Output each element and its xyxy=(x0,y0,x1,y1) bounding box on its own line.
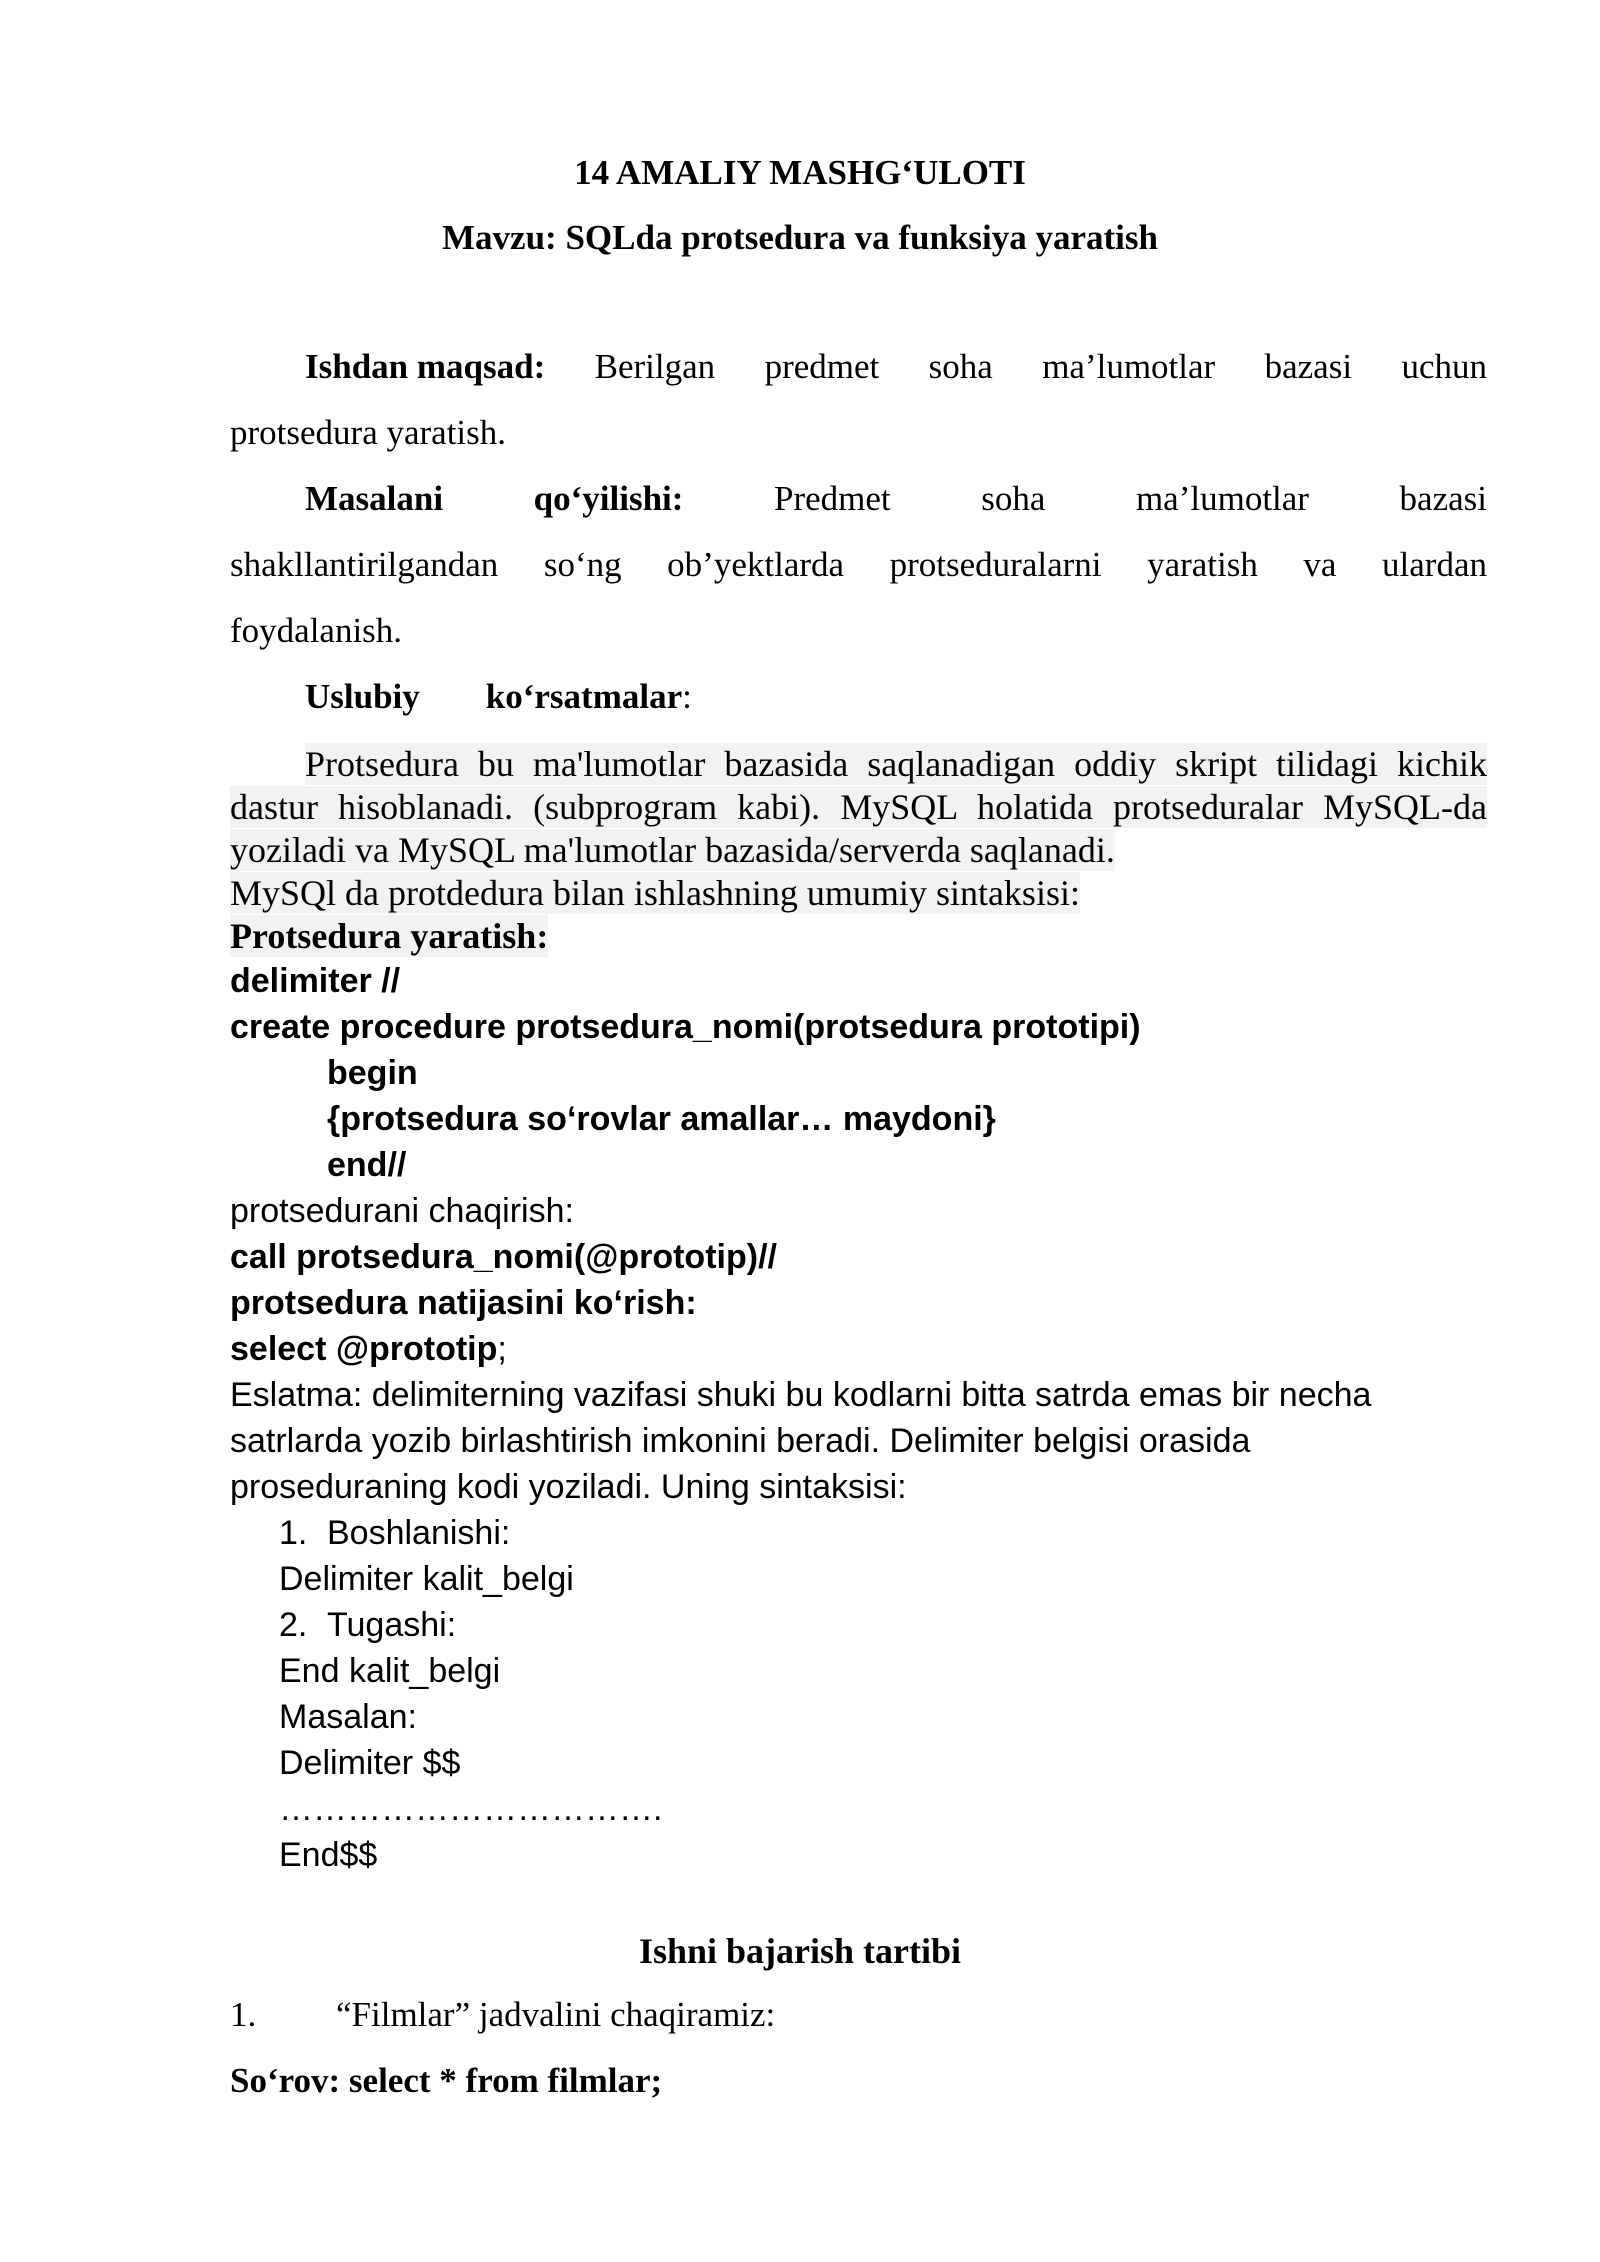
code-line: {protsedura so‘rovlar amallar… maydoni} xyxy=(327,1100,996,1138)
goal-word: Berilgan xyxy=(594,347,716,386)
example-label: Masalan: xyxy=(279,1698,417,1736)
intro-line-1: Protsedura bu ma'lumotlar bazasida saqlanadigan oddiy skript tilidagi kichik xyxy=(305,744,1487,784)
note-line: proseduraning kodi yoziladi. Uning sintaksisi: xyxy=(230,1468,907,1506)
goal-line-1 xyxy=(305,347,1487,387)
page-subtitle: Mavzu: SQLda protsedura va funksiya yaratish xyxy=(442,218,1158,257)
task-line-2: shakllantirilgandan so‘ng ob’yektlarda protseduralarni yaratish va ulardan xyxy=(230,545,1487,584)
note-line: Eslatma: delimiterning vazifasi shuki bu kodlarni bitta satrda emas bir necha xyxy=(230,1376,1372,1414)
goal-word: soha xyxy=(928,347,993,386)
code-line: protsedurani chaqirish: xyxy=(230,1192,574,1230)
code-semicolon: ; xyxy=(497,1330,507,1368)
example-line: ……………………………. xyxy=(279,1790,663,1828)
intro-line-2: dastur hisoblanadi. (subprogram kabi). MySQL holatida protseduralar MySQL-da xyxy=(230,787,1487,827)
guide-label-2: ko‘rsatmalar xyxy=(485,677,683,716)
goal-word: predmet xyxy=(764,347,880,386)
step-number: 1. xyxy=(230,1995,257,2034)
code-line: create procedure protsedura_nomi(protsedura prototipi) xyxy=(230,1008,1141,1046)
code-line: end// xyxy=(327,1146,407,1184)
list-item: Boshlanishi: xyxy=(327,1514,511,1552)
intro-line-4: MySQl da protdedura bilan ishlashning umumiy sintaksisi: xyxy=(230,873,1080,913)
code-line: begin xyxy=(327,1054,418,1092)
task-label-2: qo‘yilishi: xyxy=(533,479,684,518)
list-item-code: Delimiter kalit_belgi xyxy=(279,1560,574,1598)
goal-word: ma’lumotlar xyxy=(1042,347,1216,386)
code-line: call protsedura_nomi(@prototip)// xyxy=(230,1238,777,1276)
list-item-number: 1. xyxy=(279,1514,308,1552)
page-title: 14 AMALIY MASHG‘ULOTI xyxy=(574,153,1026,192)
task-line-1 xyxy=(305,479,1487,519)
goal-line-2: protsedura yaratish. xyxy=(230,413,507,452)
code-line xyxy=(230,1330,507,1369)
guide-colon: : xyxy=(682,677,692,716)
example-line: End$$ xyxy=(279,1836,378,1874)
section-heading: Ishni bajarish tartibi xyxy=(638,1931,962,1971)
example-line: Delimiter $$ xyxy=(279,1744,461,1782)
intro-line-3: yoziladi va MySQL ma'lumotlar bazasida/serverda saqlanadi. xyxy=(230,830,1115,870)
step-text: “Filmlar” jadvalini chaqiramiz: xyxy=(336,1995,776,2034)
list-item-number: 2. xyxy=(279,1606,308,1644)
task-word: bazasi xyxy=(1399,479,1487,518)
guide-label-1: Uslubiy xyxy=(305,677,420,716)
code-bold: select @prototip xyxy=(230,1330,498,1368)
task-word: soha xyxy=(981,479,1046,518)
list-item-code: End kalit_belgi xyxy=(279,1652,501,1690)
goal-word: uchun xyxy=(1401,347,1487,386)
code-line: delimiter // xyxy=(230,962,401,1000)
guide-heading xyxy=(305,677,692,717)
task-line-3: foydalanish. xyxy=(230,611,403,650)
code-line: protsedura natijasini ko‘rish: xyxy=(230,1284,697,1322)
list-item: Tugashi: xyxy=(327,1606,457,1644)
intro-line-5: Protsedura yaratish: xyxy=(230,916,549,956)
note-line: satrlarda yozib birlashtirish imkonini beradi. Delimiter belgisi orasida xyxy=(230,1422,1251,1460)
task-label-1: Masalani xyxy=(305,479,444,518)
goal-label: Ishdan maqsad: xyxy=(305,347,546,386)
query-line: So‘rov: select * from filmlar; xyxy=(230,2061,663,2100)
task-word: ma’lumotlar xyxy=(1135,479,1309,518)
task-word: Predmet xyxy=(774,479,891,518)
goal-word: bazasi xyxy=(1264,347,1353,386)
